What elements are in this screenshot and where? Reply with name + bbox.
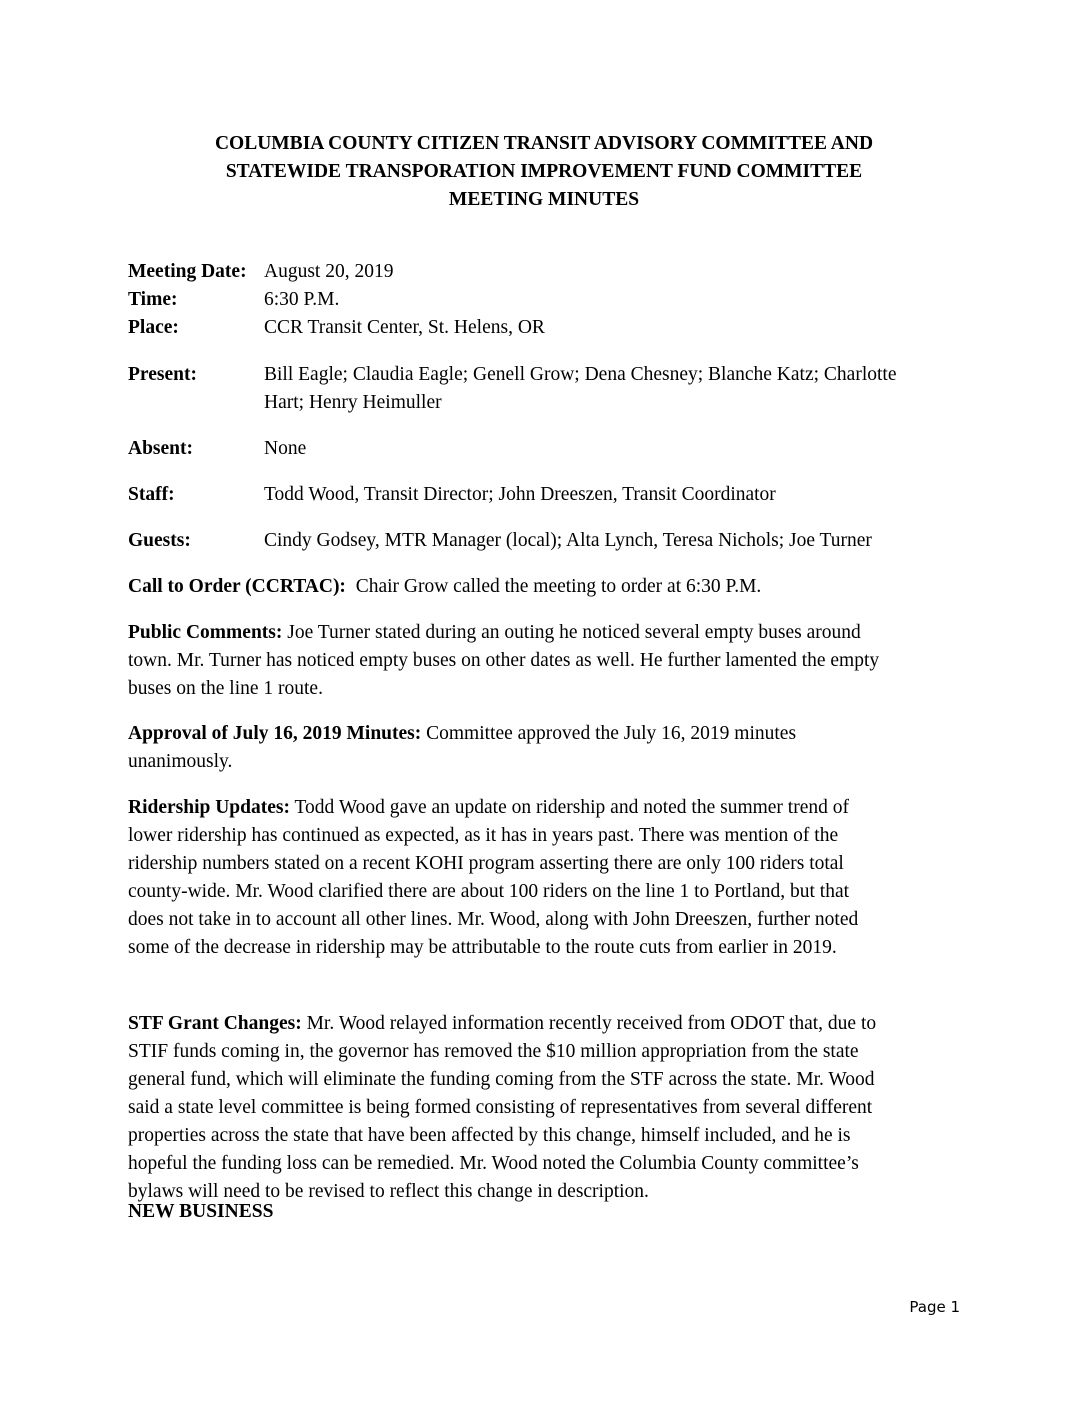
- ridership-line-4: county-wide. Mr. Wood clarified there are about 100 riders on the line 1 to Portland, but that: [128, 881, 850, 902]
- meeting-date-label: Meeting Date:: [128, 261, 247, 282]
- approval-line-1: Committee approved the July 16, 2019 minutes: [421, 723, 797, 744]
- stf-line-5: properties across the state that have been affected by this change, himself included, and he is: [128, 1125, 851, 1146]
- time-value: 6:30 P.M.: [264, 289, 340, 310]
- guests-value: Cindy Godsey, MTR Manager (local); Alta Lynch, Teresa Nichols; Joe Turner: [264, 530, 872, 551]
- ridership-line-1: Todd Wood gave an update on ridership and noted the summer trend of: [289, 797, 849, 818]
- document-title: [128, 130, 960, 214]
- title-line-3: MEETING MINUTES: [448, 189, 640, 210]
- staff-label: Staff:: [128, 484, 175, 505]
- stf-label: STF Grant Changes:: [128, 1013, 302, 1034]
- new-business-heading: NEW BUSINESS: [128, 1201, 274, 1222]
- stf-line-6: hopeful the funding loss can be remedied. Mr. Wood noted the Columbia County committee’s: [128, 1153, 859, 1174]
- present-line-1: Bill Eagle; Claudia Eagle; Genell Grow; Dena Chesney; Blanche Katz; Charlotte: [264, 364, 897, 385]
- place-label: Place:: [128, 317, 179, 338]
- stf-line-3: general fund, which will eliminate the funding coming from the STF across the state. Mr. Wood: [128, 1069, 875, 1090]
- staff-value: Todd Wood, Transit Director; John Dreeszen, Transit Coordinator: [264, 484, 776, 505]
- stf-line-7: bylaws will need to be revised to reflect this change in description.: [128, 1181, 649, 1202]
- public-comments-paragraph: [128, 619, 968, 703]
- public-comments-line-3: buses on the line 1 route.: [128, 678, 323, 699]
- page-number: Page 1: [909, 1298, 960, 1316]
- present-line-2: Hart; Henry Heimuller: [264, 392, 442, 413]
- title-line-1: COLUMBIA COUNTY CITIZEN TRANSIT ADVISORY COMMITTEE AND: [214, 133, 874, 154]
- stf-line-2: STIF funds coming in, the governor has removed the $10 million appropriation from the state: [128, 1041, 859, 1062]
- ridership-line-6: some of the decrease in ridership may be attributable to the route cuts from earlier in 2019.: [128, 937, 837, 958]
- ridership-line-3: ridership numbers stated on a recent KOHI program asserting there are only 100 riders total: [128, 853, 844, 874]
- call-to-order-paragraph: [128, 573, 968, 601]
- call-to-order-label: Call to Order (CCRTAC):: [128, 576, 346, 597]
- place-value: CCR Transit Center, St. Helens, OR: [264, 317, 545, 338]
- time-label: Time:: [128, 289, 178, 310]
- stf-line-4: said a state level committee is being formed consisting of representatives from several different: [128, 1097, 873, 1118]
- approval-line-2: unanimously.: [128, 751, 233, 772]
- public-comments-line-2: town. Mr. Turner has noticed empty buses on other dates as well. He further lamented the empty: [128, 650, 880, 671]
- absent-value: None: [264, 438, 307, 459]
- call-to-order-text: Chair Grow called the meeting to order at 6:30 P.M.: [345, 576, 762, 597]
- approval-paragraph: [128, 720, 968, 776]
- ridership-line-2: lower ridership has continued as expected, as it has in years past. There was mention of the: [128, 825, 839, 846]
- stf-paragraph: [128, 1010, 968, 1206]
- meeting-date-value: August 20, 2019: [264, 261, 394, 282]
- public-comments-line-1: Joe Turner stated during an outing he noticed several empty buses around: [282, 622, 861, 643]
- approval-label: Approval of July 16, 2019 Minutes:: [128, 723, 422, 744]
- absent-label: Absent:: [128, 438, 194, 459]
- title-line-2: STATEWIDE TRANSPORATION IMPROVEMENT FUND COMMITTEE: [225, 161, 863, 182]
- present-label: Present:: [128, 364, 197, 385]
- ridership-label: Ridership Updates:: [128, 797, 290, 818]
- public-comments-label: Public Comments:: [128, 622, 283, 643]
- ridership-line-5: does not take in to account all other lines. Mr. Wood, along with John Dreeszen, further noted: [128, 909, 859, 930]
- present-value: [264, 361, 964, 417]
- ridership-paragraph: [128, 794, 968, 962]
- stf-line-1: Mr. Wood relayed information recently received from ODOT that, due to: [301, 1013, 877, 1034]
- guests-label: Guests:: [128, 530, 191, 551]
